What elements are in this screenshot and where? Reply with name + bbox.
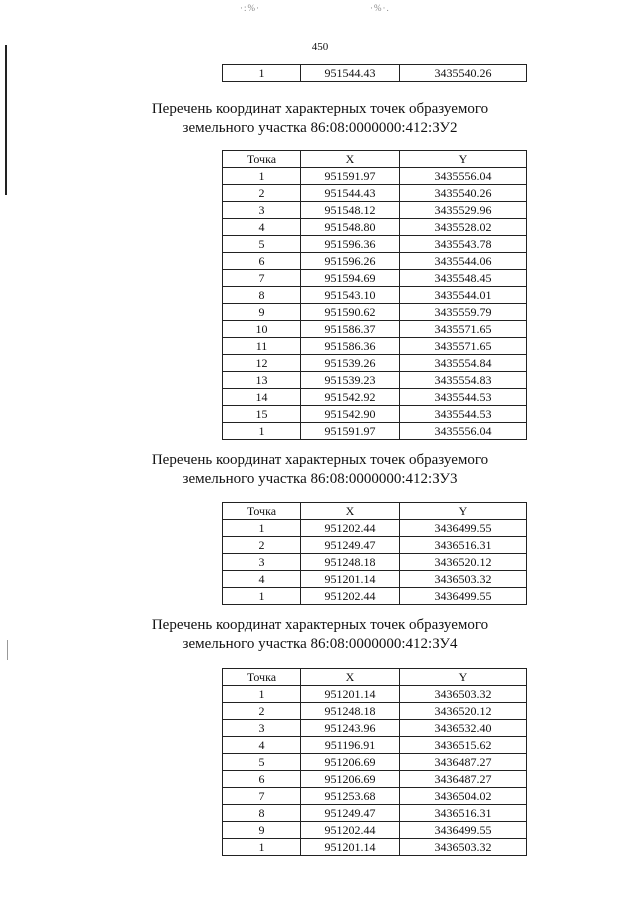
- y-cell: 3436520.12: [400, 703, 527, 720]
- y-cell: 3435540.26: [400, 65, 527, 82]
- y-cell: 3435548.45: [400, 270, 527, 287]
- scan-artifact: ·:%·: [240, 3, 260, 13]
- point-cell: 6: [223, 253, 301, 270]
- x-cell: 951594.69: [301, 270, 400, 287]
- table-row: [223, 737, 527, 754]
- section-title-line1: Перечень координат характерных точек образуемого: [151, 452, 489, 468]
- table-row: [223, 406, 527, 423]
- x-cell: 951201.14: [301, 686, 400, 703]
- section-title-zu4: [0, 616, 640, 654]
- column-header-point: Точка: [223, 151, 301, 168]
- point-cell: 2: [223, 185, 301, 202]
- table-header-row: [223, 669, 527, 686]
- continuation-table: [222, 64, 527, 82]
- table-row: [223, 520, 527, 537]
- table-row: [223, 65, 527, 82]
- point-cell: 9: [223, 822, 301, 839]
- section-title-line1: Перечень координат характерных точек образуемого: [151, 617, 489, 633]
- point-cell: 10: [223, 321, 301, 338]
- y-cell: 3436503.32: [400, 839, 527, 856]
- x-cell: 951543.10: [301, 287, 400, 304]
- x-cell: 951202.44: [301, 822, 400, 839]
- x-cell: 951253.68: [301, 788, 400, 805]
- section-title-line2: земельного участка 86:08:0000000:412:ЗУ3: [182, 471, 458, 487]
- table-row: [223, 703, 527, 720]
- x-cell: 951539.23: [301, 372, 400, 389]
- table-row: [223, 839, 527, 856]
- y-cell: 3436532.40: [400, 720, 527, 737]
- page-number: 450: [311, 41, 329, 53]
- x-cell: 951596.26: [301, 253, 400, 270]
- x-cell: 951586.37: [301, 321, 400, 338]
- x-cell: 951202.44: [301, 588, 400, 605]
- point-cell: 4: [223, 571, 301, 588]
- y-cell: 3436515.62: [400, 737, 527, 754]
- y-cell: 3436516.31: [400, 805, 527, 822]
- table-row: [223, 423, 527, 440]
- section-title-zu3: [0, 451, 640, 489]
- point-cell: 1: [223, 686, 301, 703]
- x-cell: 951542.90: [301, 406, 400, 423]
- y-cell: 3435554.84: [400, 355, 527, 372]
- point-cell: 14: [223, 389, 301, 406]
- column-header-y: Y: [400, 503, 527, 520]
- table-row: [223, 253, 527, 270]
- y-cell: 3435571.65: [400, 338, 527, 355]
- point-cell: 1: [223, 65, 301, 82]
- table-row: [223, 771, 527, 788]
- y-cell: 3436499.55: [400, 520, 527, 537]
- point-cell: 1: [223, 839, 301, 856]
- y-cell: 3435543.78: [400, 236, 527, 253]
- point-cell: 3: [223, 554, 301, 571]
- x-cell: 951548.80: [301, 219, 400, 236]
- x-cell: 951249.47: [301, 805, 400, 822]
- point-cell: 5: [223, 236, 301, 253]
- point-cell: 3: [223, 202, 301, 219]
- point-cell: 6: [223, 771, 301, 788]
- x-cell: 951202.44: [301, 520, 400, 537]
- x-cell: 951206.69: [301, 771, 400, 788]
- table-row: [223, 185, 527, 202]
- coordinates-table-zu4: [222, 668, 527, 856]
- table-header-row: [223, 503, 527, 520]
- y-cell: 3436487.27: [400, 771, 527, 788]
- point-cell: 1: [223, 168, 301, 185]
- table-row: [223, 720, 527, 737]
- y-cell: 3436499.55: [400, 588, 527, 605]
- point-cell: 9: [223, 304, 301, 321]
- x-cell: 951539.26: [301, 355, 400, 372]
- point-cell: 11: [223, 338, 301, 355]
- point-cell: 8: [223, 287, 301, 304]
- table-row: [223, 168, 527, 185]
- table-row: [223, 822, 527, 839]
- y-cell: 3435544.06: [400, 253, 527, 270]
- x-cell: 951249.47: [301, 537, 400, 554]
- column-header-x: X: [301, 503, 400, 520]
- y-cell: 3435571.65: [400, 321, 527, 338]
- x-cell: 951206.69: [301, 754, 400, 771]
- y-cell: 3436487.27: [400, 754, 527, 771]
- point-cell: 1: [223, 423, 301, 440]
- section-title-line1: Перечень координат характерных точек образуемого: [151, 101, 489, 117]
- x-cell: 951596.36: [301, 236, 400, 253]
- table-row: [223, 287, 527, 304]
- y-cell: 3436503.32: [400, 571, 527, 588]
- y-cell: 3435559.79: [400, 304, 527, 321]
- point-cell: 1: [223, 588, 301, 605]
- x-cell: 951591.97: [301, 423, 400, 440]
- y-cell: 3435556.04: [400, 423, 527, 440]
- x-cell: 951243.96: [301, 720, 400, 737]
- x-cell: 951248.18: [301, 554, 400, 571]
- table-row: [223, 537, 527, 554]
- x-cell: 951201.14: [301, 571, 400, 588]
- point-cell: 5: [223, 754, 301, 771]
- point-cell: 7: [223, 788, 301, 805]
- x-cell: 951544.43: [301, 65, 400, 82]
- point-cell: 2: [223, 537, 301, 554]
- column-header-y: Y: [400, 669, 527, 686]
- section-title-line2: земельного участка 86:08:0000000:412:ЗУ4: [182, 636, 458, 652]
- point-cell: 4: [223, 219, 301, 236]
- x-cell: 951548.12: [301, 202, 400, 219]
- y-cell: 3436499.55: [400, 822, 527, 839]
- x-cell: 951248.18: [301, 703, 400, 720]
- column-header-y: Y: [400, 151, 527, 168]
- y-cell: 3435529.96: [400, 202, 527, 219]
- table-row: [223, 355, 527, 372]
- table-row: [223, 372, 527, 389]
- table-row: [223, 202, 527, 219]
- table-row: [223, 236, 527, 253]
- point-cell: 1: [223, 520, 301, 537]
- table-row: [223, 219, 527, 236]
- coordinates-table-zu3: [222, 502, 527, 605]
- x-cell: 951196.91: [301, 737, 400, 754]
- table-row: [223, 321, 527, 338]
- x-cell: 951544.43: [301, 185, 400, 202]
- x-cell: 951542.92: [301, 389, 400, 406]
- table-header-row: [223, 151, 527, 168]
- y-cell: 3435540.26: [400, 185, 527, 202]
- section-title-line2: земельного участка 86:08:0000000:412:ЗУ2: [182, 120, 458, 136]
- table-row: [223, 554, 527, 571]
- x-cell: 951591.97: [301, 168, 400, 185]
- table-row: [223, 805, 527, 822]
- point-cell: 13: [223, 372, 301, 389]
- y-cell: 3435544.53: [400, 406, 527, 423]
- point-cell: 2: [223, 703, 301, 720]
- y-cell: 3435554.83: [400, 372, 527, 389]
- y-cell: 3436503.32: [400, 686, 527, 703]
- column-header-x: X: [301, 151, 400, 168]
- y-cell: 3435544.01: [400, 287, 527, 304]
- y-cell: 3436520.12: [400, 554, 527, 571]
- table-row: [223, 571, 527, 588]
- y-cell: 3436516.31: [400, 537, 527, 554]
- table-row: [223, 338, 527, 355]
- table-row: [223, 304, 527, 321]
- x-cell: 951201.14: [301, 839, 400, 856]
- column-header-x: X: [301, 669, 400, 686]
- point-cell: 12: [223, 355, 301, 372]
- y-cell: 3436504.02: [400, 788, 527, 805]
- point-cell: 15: [223, 406, 301, 423]
- y-cell: 3435528.02: [400, 219, 527, 236]
- table-row: [223, 788, 527, 805]
- section-title-zu2: [0, 100, 640, 138]
- point-cell: 4: [223, 737, 301, 754]
- x-cell: 951586.36: [301, 338, 400, 355]
- table-row: [223, 686, 527, 703]
- point-cell: 8: [223, 805, 301, 822]
- table-row: [223, 588, 527, 605]
- coordinates-table-zu2: [222, 150, 527, 440]
- table-row: [223, 389, 527, 406]
- x-cell: 951590.62: [301, 304, 400, 321]
- table-row: [223, 754, 527, 771]
- y-cell: 3435556.04: [400, 168, 527, 185]
- column-header-point: Точка: [223, 669, 301, 686]
- y-cell: 3435544.53: [400, 389, 527, 406]
- column-header-point: Точка: [223, 503, 301, 520]
- point-cell: 7: [223, 270, 301, 287]
- table-row: [223, 270, 527, 287]
- scan-artifact: ·%·.: [370, 3, 390, 13]
- point-cell: 3: [223, 720, 301, 737]
